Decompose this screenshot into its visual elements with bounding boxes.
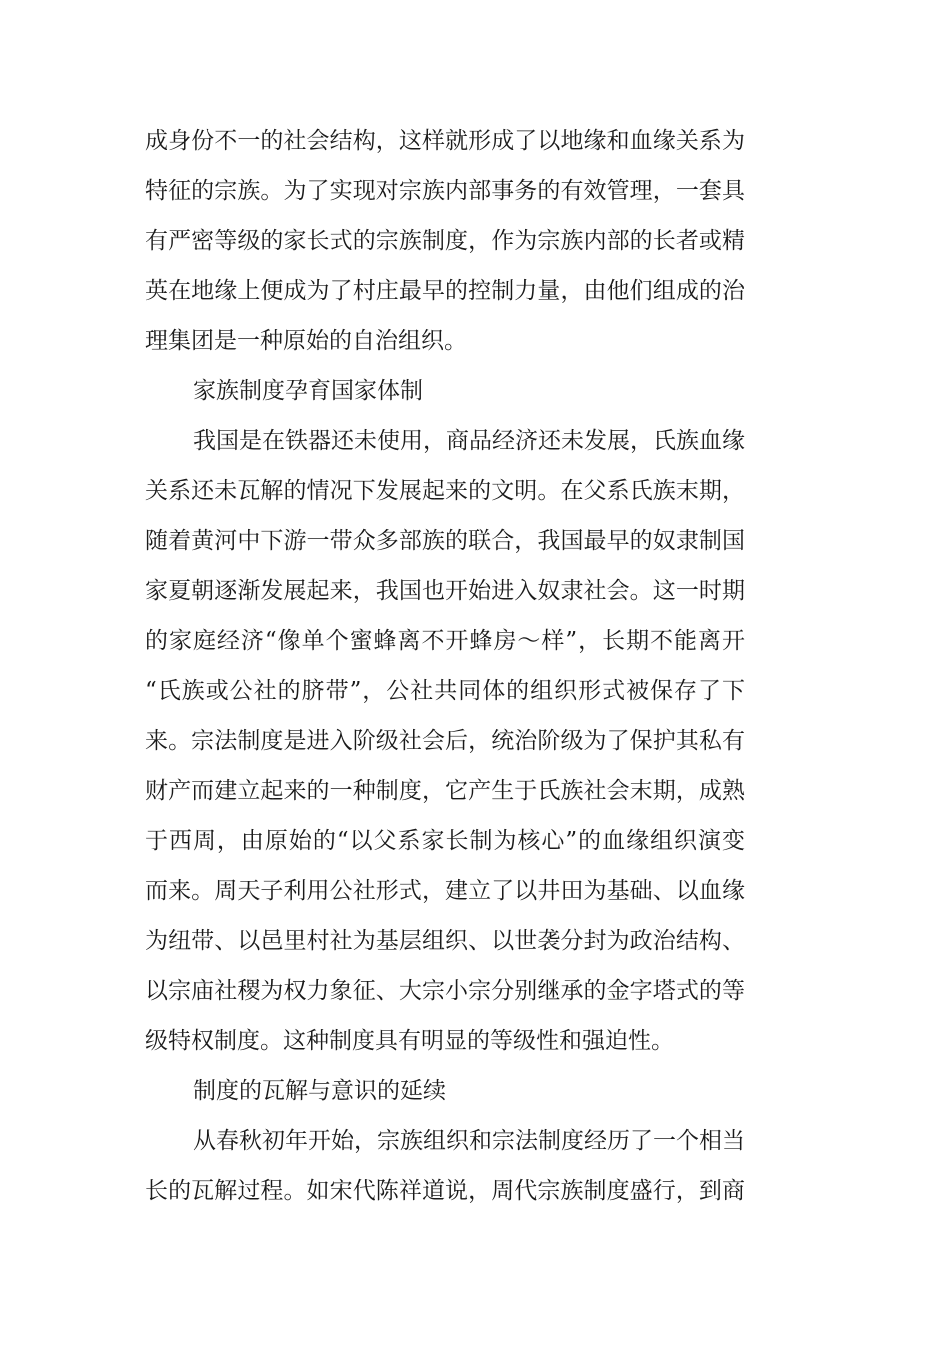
- text-line: 级特权制度。这种制度具有明显的等级性和强迫性。: [145, 1028, 674, 1054]
- section-heading: 制度的瓦解与意识的延续: [193, 1078, 446, 1104]
- text-line: 关系还未瓦解的情况下发展起来的文明。在父系氏族末期，: [145, 478, 745, 504]
- text-line: “氏族或公社的脐带”，公社共同体的组织形式被保存了下: [145, 678, 745, 704]
- text-line: 我国是在铁器还未使用，商品经济还未发展，氏族血缘: [193, 428, 745, 454]
- body-text: [145, 116, 745, 1216]
- text-line: 家夏朝逐渐发展起来，我国也开始进入奴隶社会。这一时期: [145, 578, 745, 604]
- text-line: 随着黄河中下游一带众多部族的联合，我国最早的奴隶制国: [145, 528, 745, 554]
- text-line: 以宗庙社稷为权力象征、大宗小宗分别继承的金字塔式的等: [145, 978, 745, 1004]
- text-line: 来。宗法制度是进入阶级社会后，统治阶级为了保护其私有: [145, 728, 745, 754]
- text-line: 理集团是一种原始的自治组织。: [145, 328, 467, 354]
- text-line: 成身份不一的社会结构，这样就形成了以地缘和血缘关系为: [145, 128, 745, 154]
- text-line: 的家庭经济“像单个蜜蜂离不开蜂房～样”，长期不能离开: [145, 628, 745, 654]
- text-line: 有严密等级的家长式的宗族制度，作为宗族内部的长者或精: [145, 228, 745, 254]
- text-line: 英在地缘上便成为了村庄最早的控制力量，由他们组成的治: [145, 278, 745, 304]
- text-line: 财产而建立起来的一种制度，它产生于氏族社会末期，成熟: [145, 778, 745, 804]
- text-line: 特征的宗族。为了实现对宗族内部事务的有效管理，一套具: [145, 178, 745, 204]
- text-line: 从春秋初年开始，宗族组织和宗法制度经历了一个相当: [193, 1128, 745, 1154]
- text-line: 为纽带、以邑里村社为基层组织、以世袭分封为政治结构、: [145, 928, 745, 954]
- section-heading: 家族制度孕育国家体制: [193, 378, 423, 404]
- text-line: 长的瓦解过程。如宋代陈祥道说，周代宗族制度盛行，到商: [145, 1178, 745, 1204]
- text-line: 于西周，由原始的“以父系家长制为核心”的血缘组织演变: [145, 828, 745, 854]
- text-line: 而来。周天子利用公社形式，建立了以井田为基础、以血缘: [145, 878, 745, 904]
